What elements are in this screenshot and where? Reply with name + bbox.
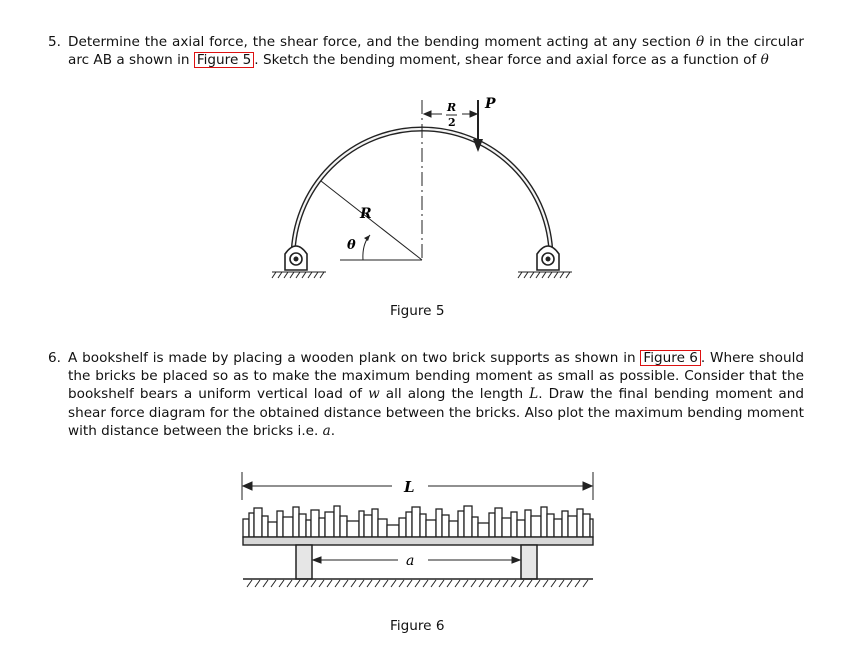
q6-text-4: . Draw the final bending moment and shear force diagram for the obtained distance between the bricks. Also plot the maximum bending moment with distance between the bricks i.e. (68, 386, 804, 439)
wooden-plank (243, 537, 593, 545)
right-brick (521, 545, 537, 579)
label-R: R (360, 206, 372, 222)
brick-spacing-dimension (313, 557, 520, 563)
length-dimension (242, 472, 593, 500)
label-R-denominator: 2 (448, 116, 456, 129)
q6-w: w (368, 386, 380, 403)
label-P: P (485, 96, 496, 112)
question-5-number: 5. (48, 34, 61, 50)
q6-a: a (322, 422, 331, 439)
label-theta: θ (347, 238, 356, 253)
q5-text-2: in the circular arc AB a shown in (68, 34, 805, 69)
left-brick (296, 545, 312, 579)
label-R-numerator: R (447, 101, 457, 114)
q6-text-3: all along the length (385, 386, 524, 403)
q6-text-5: . (330, 422, 336, 439)
figure-5-link[interactable]: Figure 5 (194, 52, 254, 68)
q5-text-3: . Sketch the bending moment, shear force and axial force as a function of (254, 52, 757, 69)
label-a: a (406, 553, 415, 569)
q6-text-2: . Where should the bricks be placed so as to make the maximum bending moment as small as possible. Consider that the bookshelf bears a uniform vertical load of (68, 350, 804, 403)
ground (243, 579, 593, 587)
figure-5-caption: Figure 5 (390, 303, 445, 319)
q6-L: L (529, 386, 539, 403)
question-6-number: 6. (48, 350, 61, 366)
q5-theta-2: θ (760, 52, 769, 69)
q5-text-1: Determine the axial force, the shear force, and the bending moment acting at any section (68, 34, 692, 50)
q6-text-1: A bookshelf is made by placing a wooden plank on two brick supports as shown in (68, 350, 636, 366)
q5-theta: θ (695, 34, 705, 50)
label-L: L (404, 478, 415, 496)
figure-6-caption: Figure 6 (390, 618, 445, 634)
figure-6-link[interactable]: Figure 6 (640, 350, 700, 366)
books (243, 506, 593, 537)
